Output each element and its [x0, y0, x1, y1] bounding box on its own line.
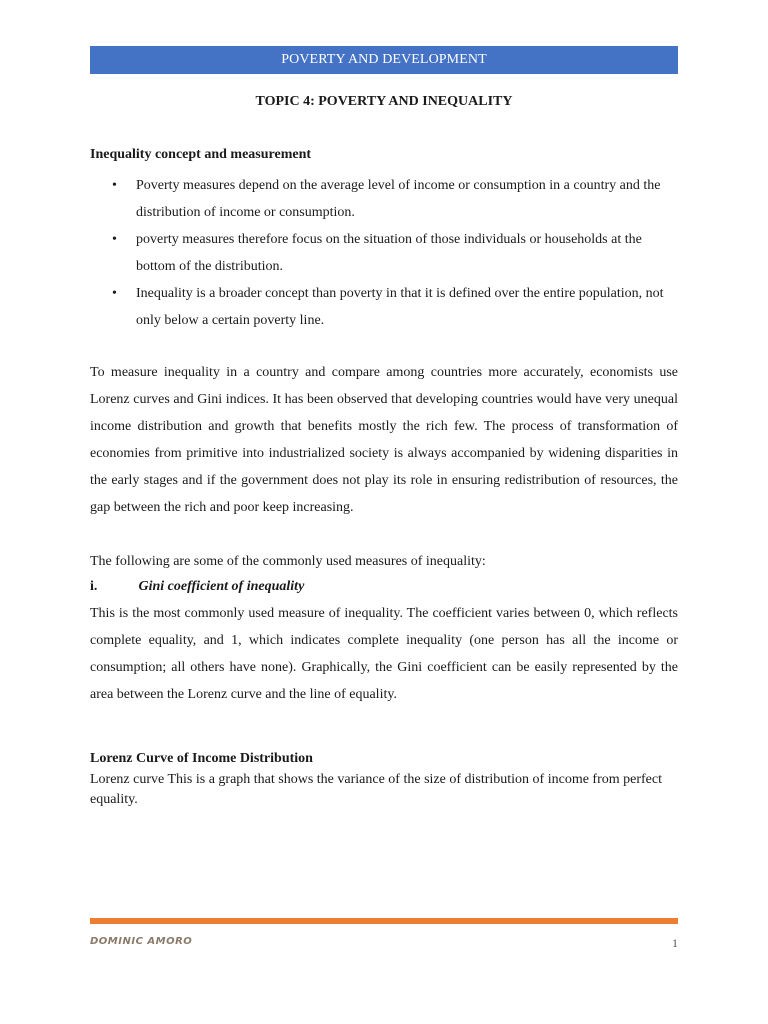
paragraph-lorenz-description: Lorenz curve This is a graph that shows the variance of the size of distribution of income from perfect equality. — [90, 772, 662, 807]
measure-title: Gini coefficient of inequality — [138, 579, 305, 594]
paragraph-inequality-measurement: To measure inequality in a country and compare among countries more accurately, economists use Lorenz curves and Gini indices. It has been observed that developing countries would have very unequal income distribution and growth that benefits mostly the rich few. The process of transformation of economies from primitive into industrialized society is always accompanied by widening disparities in the early stages and if the government does not play its role in ensuring redistribution of resources, the gap between the rich and poor keep increasing. — [90, 365, 678, 515]
footer-author: DOMINIC AMORO — [90, 936, 193, 947]
measure-heading-gini — [90, 577, 304, 597]
page-number: 1 — [672, 936, 678, 950]
section-heading-inequality: Inequality concept and measurement — [90, 147, 312, 162]
bullet-text: Inequality is a broader concept than poverty in that it is defined over the entire population, not only below a certain poverty line. — [136, 286, 664, 328]
bullet-icon: • — [112, 286, 117, 301]
bullet-icon: • — [112, 178, 117, 193]
bullet-item — [90, 280, 678, 334]
paragraph-measures-intro: The following are some of the commonly used measures of inequality: — [90, 554, 486, 569]
bullet-icon: • — [112, 232, 117, 247]
footer-divider — [90, 918, 678, 924]
header-bar — [90, 46, 678, 74]
measure-number: i. — [90, 579, 98, 594]
bullet-text: poverty measures therefore focus on the situation of those individuals or households at the bottom of the distribution. — [136, 232, 642, 274]
section-heading-lorenz: Lorenz Curve of Income Distribution — [90, 751, 313, 766]
bullet-item — [90, 226, 678, 280]
bullet-text: Poverty measures depend on the average level of income or consumption in a country and the distribution of income or consumption. — [136, 178, 661, 220]
topic-title: TOPIC 4: POVERTY AND INEQUALITY — [255, 94, 513, 109]
header-title: POVERTY AND DEVELOPMENT — [281, 52, 487, 67]
bullet-item — [90, 172, 678, 226]
bullet-list — [90, 172, 678, 334]
paragraph-gini-description: This is the most commonly used measure of inequality. The coefficient varies between 0, which reflects complete equality, and 1, which indicates complete inequality (one person has all the income or consumption; all others have none). Graphically, the Gini coefficient can be easily represented by the area between the Lorenz curve and the line of equality. — [90, 606, 678, 702]
